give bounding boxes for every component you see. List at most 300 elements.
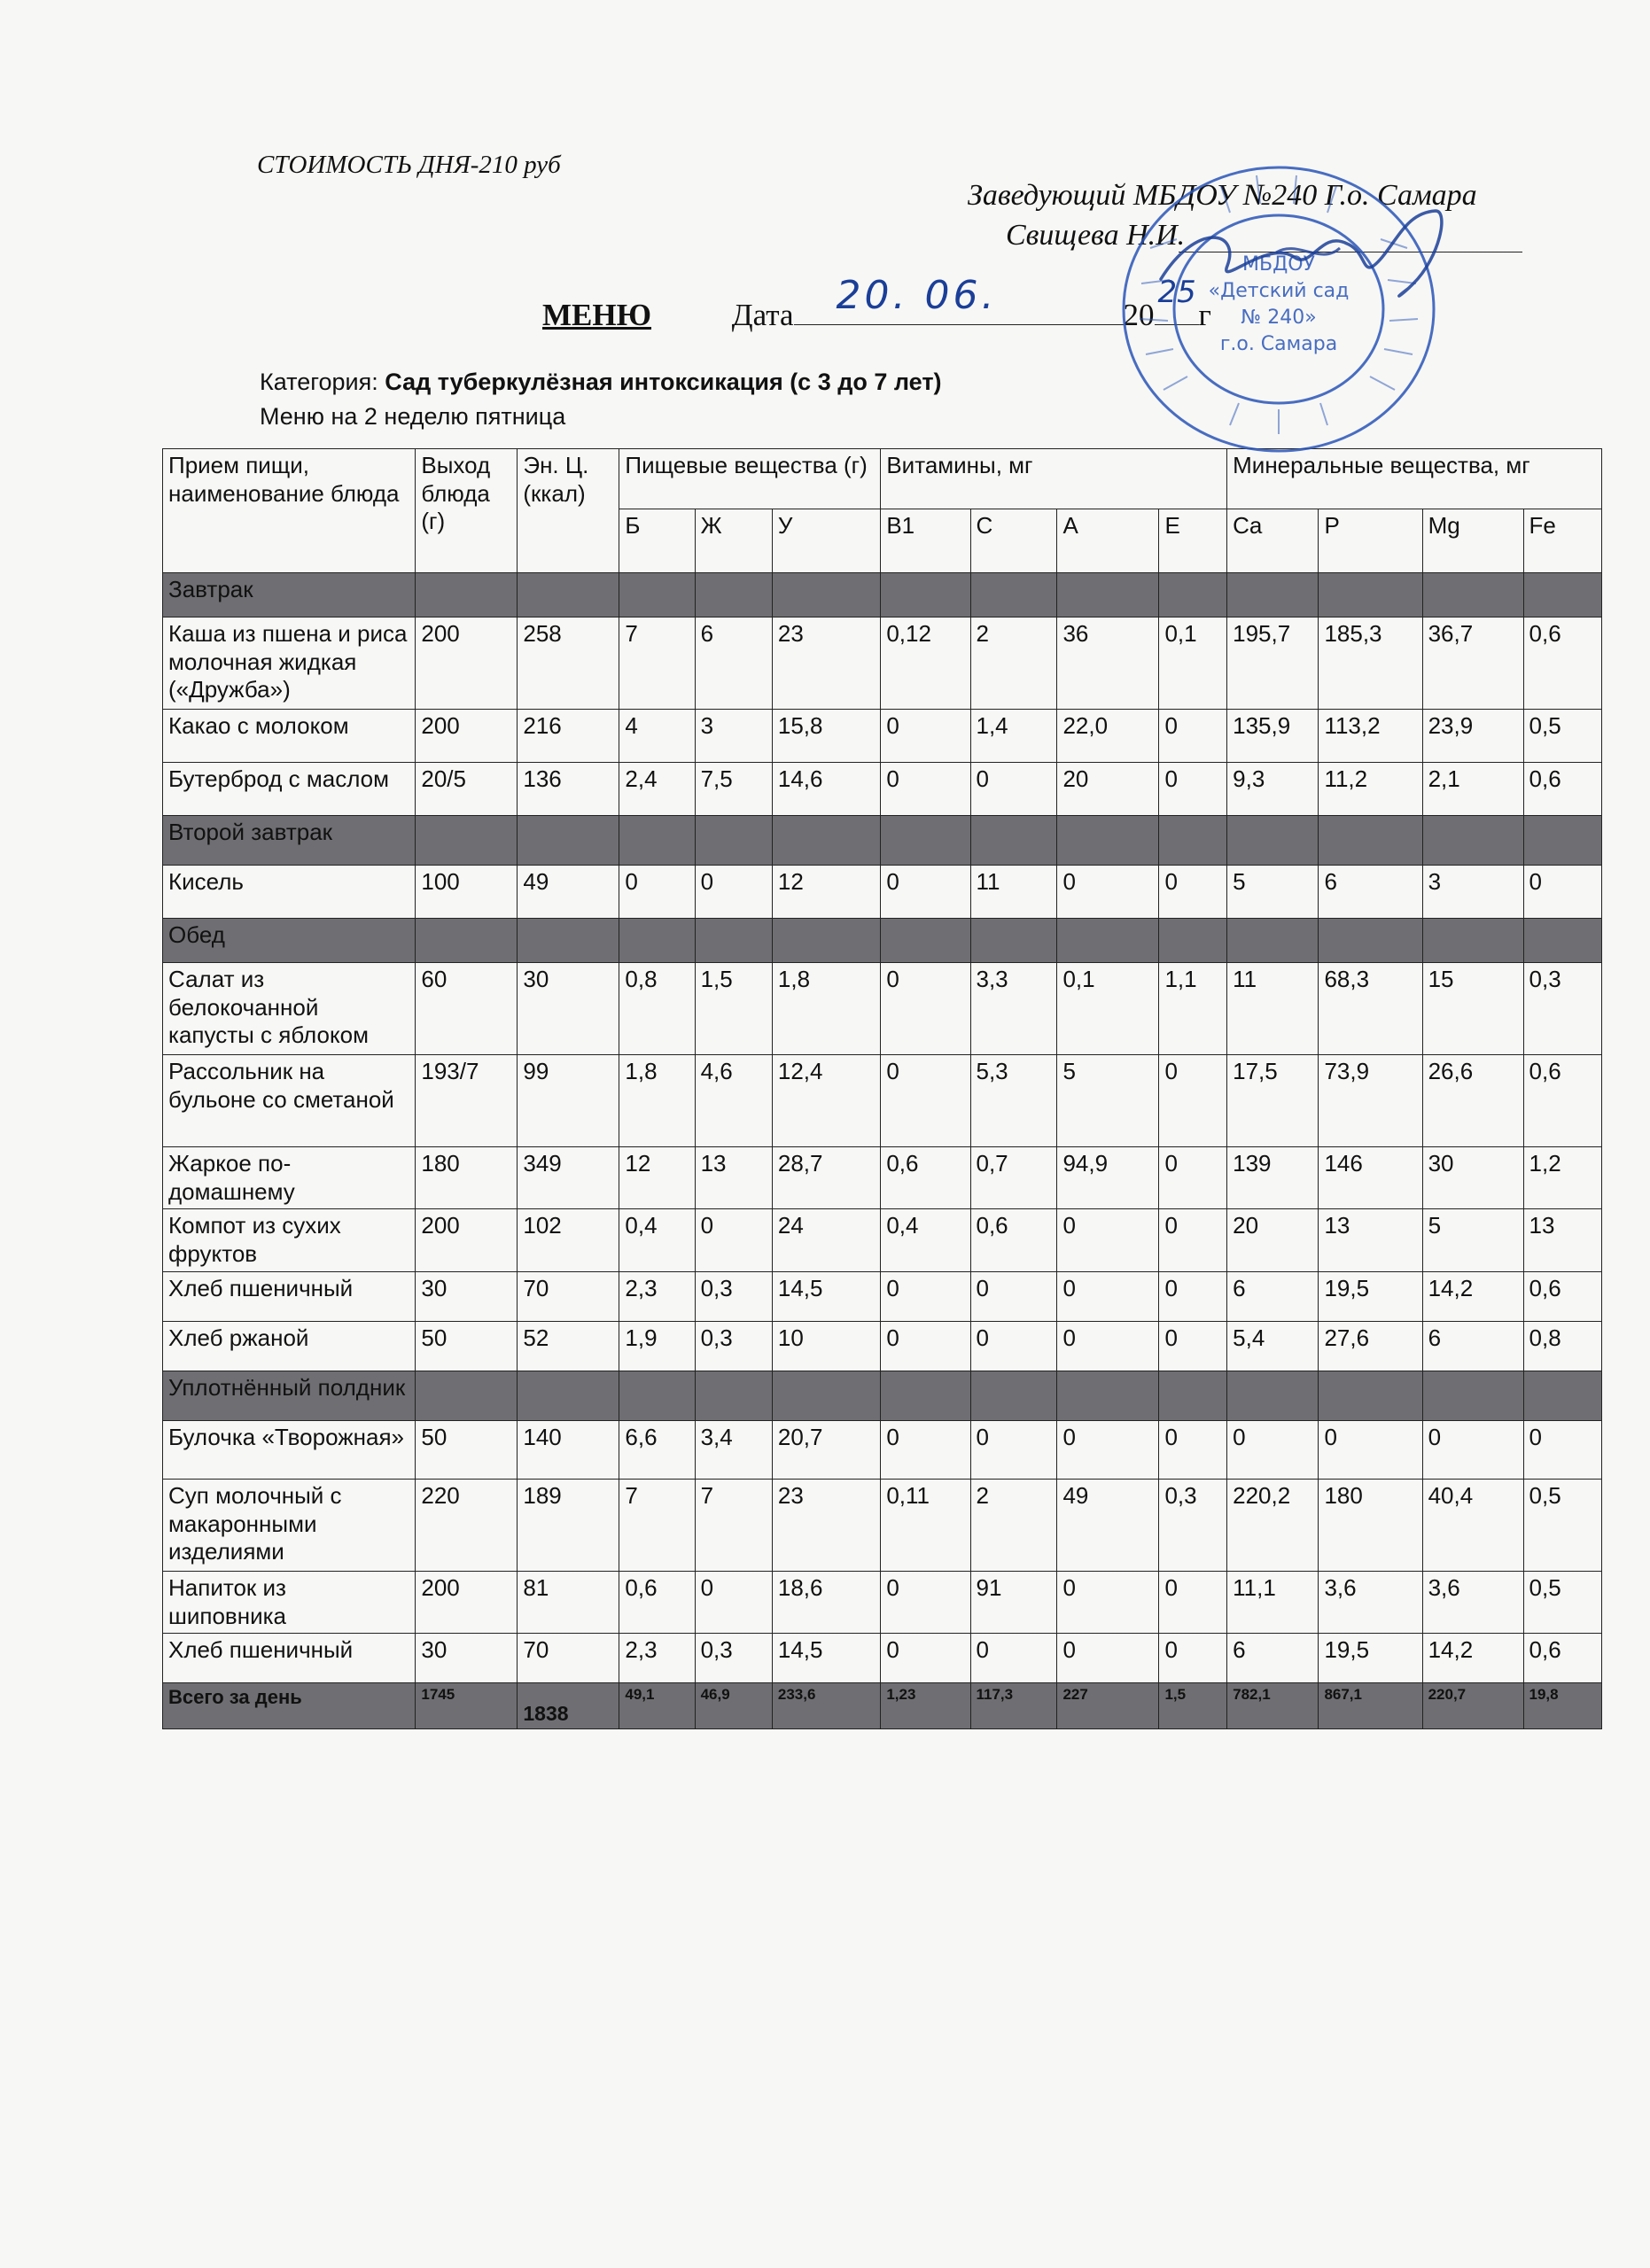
value-cell: 2,3 <box>619 1634 695 1683</box>
value-cell: 0 <box>1159 1209 1227 1271</box>
col-energy-header: Эн. Ц. (ккал) <box>518 449 619 573</box>
section-empty-cell <box>1422 573 1523 617</box>
section-row <box>163 1371 1602 1420</box>
value-cell: 135,9 <box>1227 710 1319 763</box>
value-cell: 193/7 <box>416 1055 518 1147</box>
value-cell: 0 <box>695 1209 772 1271</box>
value-cell: 81 <box>518 1571 619 1633</box>
section-empty-cell <box>970 573 1057 617</box>
value-cell: 24 <box>772 1209 880 1271</box>
value-cell: 139 <box>1227 1147 1319 1209</box>
value-cell: 6 <box>1422 1321 1523 1371</box>
value-cell: 68,3 <box>1319 963 1422 1055</box>
value-cell: 0 <box>881 1420 970 1479</box>
section-empty-cell <box>1319 816 1422 866</box>
value-cell: 0,6 <box>1523 763 1601 816</box>
value-cell: 22,0 <box>1057 710 1159 763</box>
value-cell: 180 <box>416 1147 518 1209</box>
value-cell: 0,8 <box>619 963 695 1055</box>
section-empty-cell <box>1057 573 1159 617</box>
value-cell: 1,8 <box>772 963 880 1055</box>
value-cell: 113,2 <box>1319 710 1422 763</box>
date-field <box>794 273 1124 325</box>
sub-header: P <box>1319 509 1422 573</box>
value-cell: 6 <box>695 617 772 710</box>
value-cell: 3,4 <box>695 1420 772 1479</box>
value-cell: 200 <box>416 710 518 763</box>
total-value: 220,7 <box>1422 1683 1523 1729</box>
value-cell: 185,3 <box>1319 617 1422 710</box>
value-cell: 0 <box>970 1321 1057 1371</box>
value-cell: 5 <box>1227 866 1319 919</box>
section-empty-cell <box>1057 816 1159 866</box>
section-empty-cell <box>1422 1371 1523 1420</box>
group-nutrients-header: Пищевые вещества (г) <box>619 449 881 509</box>
section-empty-cell <box>970 1371 1057 1420</box>
value-cell: 30 <box>518 963 619 1055</box>
value-cell: 30 <box>416 1634 518 1683</box>
value-cell: 7,5 <box>695 763 772 816</box>
section-row <box>163 919 1602 963</box>
value-cell: 0,1 <box>1057 963 1159 1055</box>
table-row <box>163 1321 1602 1371</box>
value-cell: 0,12 <box>881 617 970 710</box>
section-empty-cell <box>695 1371 772 1420</box>
value-cell: 50 <box>416 1321 518 1371</box>
table-row <box>163 1571 1602 1633</box>
section-empty-cell <box>518 816 619 866</box>
section-empty-cell <box>619 1371 695 1420</box>
value-cell: 5,4 <box>1227 1321 1319 1371</box>
dish-name: Салат из белокочанной капусты с яблоком <box>163 963 416 1055</box>
table-row <box>163 1147 1602 1209</box>
value-cell: 20/5 <box>416 763 518 816</box>
value-cell: 20 <box>1227 1209 1319 1271</box>
value-cell: 11 <box>970 866 1057 919</box>
section-empty-cell <box>1159 816 1227 866</box>
value-cell: 0,6 <box>1523 1055 1601 1147</box>
dish-name: Напиток из шиповника <box>163 1571 416 1633</box>
section-empty-cell <box>1319 1371 1422 1420</box>
total-value: 782,1 <box>1227 1683 1319 1729</box>
section-empty-cell <box>1523 816 1601 866</box>
value-cell: 14,5 <box>772 1634 880 1683</box>
value-cell: 0,11 <box>881 1479 970 1571</box>
value-cell: 30 <box>1422 1147 1523 1209</box>
value-cell: 0,4 <box>881 1209 970 1271</box>
stamp-line3: № 240» <box>1241 307 1317 329</box>
value-cell: 20,7 <box>772 1420 880 1479</box>
sub-header: У <box>772 509 880 573</box>
table-row <box>163 763 1602 816</box>
value-cell: 216 <box>518 710 619 763</box>
approver-title: Заведующий МБДОУ №240 Г.о. Самара <box>968 179 1477 212</box>
total-value: 1838 <box>518 1683 619 1729</box>
signature-mark <box>1143 204 1462 310</box>
value-cell: 0 <box>1057 1209 1159 1271</box>
value-cell: 73,9 <box>1319 1055 1422 1147</box>
value-cell: 5,3 <box>970 1055 1057 1147</box>
section-empty-cell <box>970 919 1057 963</box>
value-cell: 11 <box>1227 963 1319 1055</box>
total-value: 1,23 <box>881 1683 970 1729</box>
table-row <box>163 1271 1602 1321</box>
value-cell: 0 <box>1159 763 1227 816</box>
dish-name: Кисель <box>163 866 416 919</box>
section-empty-cell <box>1159 919 1227 963</box>
value-cell: 14,2 <box>1422 1634 1523 1683</box>
table-row <box>163 1055 1602 1147</box>
value-cell: 0 <box>1159 1634 1227 1683</box>
value-cell: 9,3 <box>1227 763 1319 816</box>
section-empty-cell <box>1422 816 1523 866</box>
value-cell: 11,2 <box>1319 763 1422 816</box>
value-cell: 7 <box>695 1479 772 1571</box>
value-cell: 0 <box>1159 1271 1227 1321</box>
section-empty-cell <box>1057 1371 1159 1420</box>
value-cell: 1,8 <box>619 1055 695 1147</box>
value-cell: 40,4 <box>1422 1479 1523 1571</box>
value-cell: 20 <box>1057 763 1159 816</box>
value-cell: 14,2 <box>1422 1271 1523 1321</box>
value-cell: 4 <box>619 710 695 763</box>
value-cell: 0 <box>881 1634 970 1683</box>
value-cell: 12 <box>772 866 880 919</box>
value-cell: 49 <box>518 866 619 919</box>
value-cell: 0,8 <box>1523 1321 1601 1371</box>
total-value: 1745 <box>416 1683 518 1729</box>
dish-name: Каша из пшена и риса молочная жидкая («Дружба») <box>163 617 416 710</box>
section-empty-cell <box>881 816 970 866</box>
date-handwritten: 20. 06. <box>836 273 998 318</box>
value-cell: 2 <box>970 1479 1057 1571</box>
value-cell: 2,3 <box>619 1271 695 1321</box>
value-cell: 23,9 <box>1422 710 1523 763</box>
section-empty-cell <box>772 1371 880 1420</box>
section-empty-cell <box>1523 1371 1601 1420</box>
sub-header: A <box>1057 509 1159 573</box>
value-cell: 52 <box>518 1321 619 1371</box>
total-value: 19,8 <box>1523 1683 1601 1729</box>
section-empty-cell <box>416 816 518 866</box>
value-cell: 0,6 <box>1523 1271 1601 1321</box>
sub-header: Fe <box>1523 509 1601 573</box>
total-value: 49,1 <box>619 1683 695 1729</box>
value-cell: 0 <box>1159 1571 1227 1633</box>
dish-name: Рассольник на бульоне со сметаной <box>163 1055 416 1147</box>
category-label: Категория: <box>260 369 378 395</box>
value-cell: 12 <box>619 1147 695 1209</box>
value-cell: 30 <box>416 1271 518 1321</box>
value-cell: 0 <box>619 866 695 919</box>
value-cell: 36,7 <box>1422 617 1523 710</box>
value-cell: 136 <box>518 763 619 816</box>
section-title: Обед <box>163 919 416 963</box>
section-empty-cell <box>416 1371 518 1420</box>
value-cell: 2,1 <box>1422 763 1523 816</box>
value-cell: 0 <box>1057 1420 1159 1479</box>
sub-header: Ж <box>695 509 772 573</box>
menu-title: МЕНЮ <box>542 298 652 332</box>
section-title: Второй завтрак <box>163 816 416 866</box>
section-empty-cell <box>1159 573 1227 617</box>
category-value: Сад туберкулёзная интоксикация (с 3 до 7 лет) <box>385 369 942 395</box>
value-cell: 0 <box>695 1571 772 1633</box>
col-yield-header: Выход блюда (г) <box>416 449 518 573</box>
value-cell: 50 <box>416 1420 518 1479</box>
value-cell: 0,6 <box>881 1147 970 1209</box>
value-cell: 146 <box>1319 1147 1422 1209</box>
value-cell: 1,9 <box>619 1321 695 1371</box>
value-cell: 195,7 <box>1227 617 1319 710</box>
value-cell: 0 <box>970 763 1057 816</box>
value-cell: 0 <box>1057 1271 1159 1321</box>
value-cell: 0 <box>1523 866 1601 919</box>
section-empty-cell <box>619 573 695 617</box>
value-cell: 200 <box>416 617 518 710</box>
value-cell: 0 <box>1159 866 1227 919</box>
value-cell: 0 <box>1319 1420 1422 1479</box>
value-cell: 15,8 <box>772 710 880 763</box>
section-empty-cell <box>619 919 695 963</box>
section-empty-cell <box>1057 919 1159 963</box>
sub-header: Ca <box>1227 509 1319 573</box>
value-cell: 3 <box>695 710 772 763</box>
value-cell: 3,6 <box>1422 1571 1523 1633</box>
value-cell: 0,5 <box>1523 710 1601 763</box>
value-cell: 5 <box>1057 1055 1159 1147</box>
section-empty-cell <box>1319 919 1422 963</box>
value-cell: 0 <box>970 1634 1057 1683</box>
value-cell: 0 <box>695 866 772 919</box>
value-cell: 220 <box>416 1479 518 1571</box>
value-cell: 19,5 <box>1319 1271 1422 1321</box>
section-empty-cell <box>970 816 1057 866</box>
table-row <box>163 1420 1602 1479</box>
value-cell: 10 <box>772 1321 880 1371</box>
value-cell: 7 <box>619 617 695 710</box>
value-cell: 200 <box>416 1571 518 1633</box>
section-empty-cell <box>1523 573 1601 617</box>
value-cell: 0,6 <box>1523 617 1601 710</box>
value-cell: 0 <box>881 1321 970 1371</box>
section-title: Завтрак <box>163 573 416 617</box>
value-cell: 1,1 <box>1159 963 1227 1055</box>
value-cell: 14,6 <box>772 763 880 816</box>
value-cell: 70 <box>518 1271 619 1321</box>
value-cell: 13 <box>1523 1209 1601 1271</box>
approver-name: Свищева Н.И. <box>1006 219 1186 252</box>
section-empty-cell <box>1523 919 1601 963</box>
value-cell: 94,9 <box>1057 1147 1159 1209</box>
section-row <box>163 573 1602 617</box>
value-cell: 49 <box>1057 1479 1159 1571</box>
value-cell: 0 <box>1057 1321 1159 1371</box>
value-cell: 23 <box>772 617 880 710</box>
value-cell: 0,5 <box>1523 1479 1601 1571</box>
menu-table <box>162 448 1602 1729</box>
value-cell: 0 <box>1057 866 1159 919</box>
value-cell: 26,6 <box>1422 1055 1523 1147</box>
section-empty-cell <box>1422 919 1523 963</box>
value-cell: 0,7 <box>970 1147 1057 1209</box>
value-cell: 0,3 <box>1523 963 1601 1055</box>
year-handwritten: 25 <box>1157 275 1196 310</box>
value-cell: 27,6 <box>1319 1321 1422 1371</box>
value-cell: 0 <box>970 1420 1057 1479</box>
dish-name: Жаркое по-домашнему <box>163 1147 416 1209</box>
value-cell: 13 <box>1319 1209 1422 1271</box>
table-row <box>163 710 1602 763</box>
value-cell: 28,7 <box>772 1147 880 1209</box>
stamp-line4: г.о. Самара <box>1219 333 1338 355</box>
value-cell: 0,3 <box>695 1634 772 1683</box>
value-cell: 0,1 <box>1159 617 1227 710</box>
value-cell: 0 <box>881 1571 970 1633</box>
table-row <box>163 963 1602 1055</box>
value-cell: 3 <box>1422 866 1523 919</box>
value-cell: 60 <box>416 963 518 1055</box>
value-cell: 6,6 <box>619 1420 695 1479</box>
value-cell: 11,1 <box>1227 1571 1319 1633</box>
value-cell: 2 <box>970 617 1057 710</box>
sub-header: Mg <box>1422 509 1523 573</box>
value-cell: 17,5 <box>1227 1055 1319 1147</box>
day-cost: СТОИМОСТЬ ДНЯ-210 руб <box>257 151 561 179</box>
section-empty-cell <box>619 816 695 866</box>
value-cell: 0 <box>881 763 970 816</box>
dish-name: Хлеб ржаной <box>163 1321 416 1371</box>
total-value: 46,9 <box>695 1683 772 1729</box>
value-cell: 220,2 <box>1227 1479 1319 1571</box>
value-cell: 0 <box>1227 1420 1319 1479</box>
stamp-line2: «Детский сад <box>1208 280 1350 302</box>
value-cell: 6 <box>1319 866 1422 919</box>
value-cell: 1,2 <box>1523 1147 1601 1209</box>
value-cell: 2,4 <box>619 763 695 816</box>
value-cell: 200 <box>416 1209 518 1271</box>
group-vitamins-header: Витамины, мг <box>881 449 1227 509</box>
section-title: Уплотнённый полдник <box>163 1371 416 1420</box>
value-cell: 6 <box>1227 1271 1319 1321</box>
value-cell: 0,6 <box>1523 1634 1601 1683</box>
value-cell: 0 <box>1057 1571 1159 1633</box>
value-cell: 99 <box>518 1055 619 1147</box>
group-minerals-header: Минеральные вещества, мг <box>1227 449 1602 509</box>
section-empty-cell <box>1227 919 1319 963</box>
section-row <box>163 816 1602 866</box>
sub-header: B1 <box>881 509 970 573</box>
dish-name: Суп молочный с макаронными изделиями <box>163 1479 416 1571</box>
section-empty-cell <box>1159 1371 1227 1420</box>
value-cell: 0 <box>1057 1634 1159 1683</box>
total-value: 117,3 <box>970 1683 1057 1729</box>
value-cell: 5 <box>1422 1209 1523 1271</box>
date-label: Дата <box>731 298 794 332</box>
value-cell: 140 <box>518 1420 619 1479</box>
total-value: 1,5 <box>1159 1683 1227 1729</box>
value-cell: 3,6 <box>1319 1571 1422 1633</box>
value-cell: 0 <box>1159 1420 1227 1479</box>
sub-header: E <box>1159 509 1227 573</box>
total-value: 233,6 <box>772 1683 880 1729</box>
section-empty-cell <box>881 1371 970 1420</box>
value-cell: 0,4 <box>619 1209 695 1271</box>
value-cell: 100 <box>416 866 518 919</box>
value-cell: 0 <box>881 710 970 763</box>
value-cell: 0,3 <box>695 1321 772 1371</box>
table-row <box>163 1634 1602 1683</box>
value-cell: 180 <box>1319 1479 1422 1571</box>
dish-name: Компот из сухих фруктов <box>163 1209 416 1271</box>
section-empty-cell <box>695 919 772 963</box>
section-empty-cell <box>1319 573 1422 617</box>
section-empty-cell <box>1227 816 1319 866</box>
value-cell: 0,6 <box>619 1571 695 1633</box>
total-label: Всего за день <box>163 1683 416 1729</box>
table-row <box>163 1479 1602 1571</box>
value-cell: 0,3 <box>695 1271 772 1321</box>
table-row <box>163 617 1602 710</box>
value-cell: 0 <box>1159 1055 1227 1147</box>
value-cell: 258 <box>518 617 619 710</box>
section-empty-cell <box>772 573 880 617</box>
value-cell: 23 <box>772 1479 880 1571</box>
total-row <box>163 1683 1602 1729</box>
value-cell: 0 <box>1159 1147 1227 1209</box>
value-cell: 14,5 <box>772 1271 880 1321</box>
value-cell: 0 <box>881 963 970 1055</box>
sub-header: Б <box>619 509 695 573</box>
value-cell: 1,5 <box>695 963 772 1055</box>
total-value: 867,1 <box>1319 1683 1422 1729</box>
stamp-line1: МБДОУ <box>1242 253 1315 276</box>
value-cell: 0 <box>1523 1420 1601 1479</box>
value-cell: 349 <box>518 1147 619 1209</box>
value-cell: 15 <box>1422 963 1523 1055</box>
value-cell: 18,6 <box>772 1571 880 1633</box>
col-dish-header: Прием пищи, наименование блюда <box>163 449 416 573</box>
year-suffix: г <box>1198 298 1211 332</box>
value-cell: 0 <box>881 1055 970 1147</box>
section-empty-cell <box>1227 1371 1319 1420</box>
value-cell: 70 <box>518 1634 619 1683</box>
year-prefix: 20 <box>1123 298 1155 332</box>
section-empty-cell <box>518 1371 619 1420</box>
value-cell: 36 <box>1057 617 1159 710</box>
value-cell: 0 <box>1159 710 1227 763</box>
sub-header: C <box>970 509 1057 573</box>
value-cell: 12,4 <box>772 1055 880 1147</box>
menu-title-row <box>542 273 1211 333</box>
section-empty-cell <box>695 816 772 866</box>
value-cell: 0,3 <box>1159 1479 1227 1571</box>
table-row <box>163 866 1602 919</box>
value-cell: 6 <box>1227 1634 1319 1683</box>
table-row <box>163 1209 1602 1271</box>
value-cell: 189 <box>518 1479 619 1571</box>
section-empty-cell <box>772 919 880 963</box>
section-empty-cell <box>772 816 880 866</box>
value-cell: 0 <box>881 1271 970 1321</box>
section-empty-cell <box>695 573 772 617</box>
value-cell: 0,6 <box>970 1209 1057 1271</box>
dish-name: Булочка «Творожная» <box>163 1420 416 1479</box>
value-cell: 0 <box>1422 1420 1523 1479</box>
value-cell: 0 <box>1159 1321 1227 1371</box>
dish-name: Хлеб пшеничный <box>163 1271 416 1321</box>
value-cell: 7 <box>619 1479 695 1571</box>
